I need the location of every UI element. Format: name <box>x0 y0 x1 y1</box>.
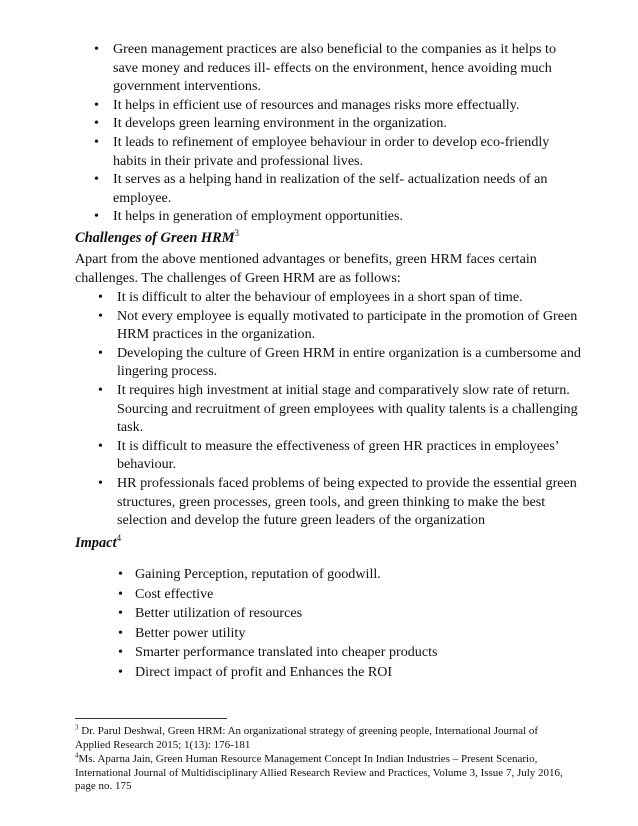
impact-heading: Impact$^4$ <box>75 533 122 551</box>
footnote-ref: 3 <box>234 228 240 239</box>
benefits-list <box>94 40 584 226</box>
bullet-icon: • <box>118 663 123 680</box>
bullet-icon: • <box>94 115 99 132</box>
list-item: • It helps in generation of employment opportunities. <box>94 208 404 225</box>
bullet-icon: • <box>118 605 123 622</box>
bullet-icon: • <box>118 644 123 661</box>
list-item: • HR professionals faced problems of being expected to provide the essential green structures, green processes, green tools, and green thinking to make the best selection and develop the future green leaders of the organization <box>98 474 577 529</box>
list-item: • Better power utility <box>118 624 578 644</box>
bullet-icon: • <box>94 96 99 113</box>
footnote-4: $^4$Ms. Aparna Jain, Green Human Resource Management Concept In Indian Industries – Present Scenario, International Journal of Multidisciplinary Allied Research Review and Practices, Volume 3, Issue 7, July 2016, page no. 175 <box>75 751 563 793</box>
challenges-list <box>98 288 588 530</box>
list-item: • It helps in efficient use of resources and manages risks more effectually. <box>94 96 520 113</box>
footnote-mark: 3 <box>75 723 79 732</box>
list-item: • It is difficult to measure the effectiveness of green HR practices in employees’ behaviour. <box>98 437 559 473</box>
footnote-ref: 4 <box>116 533 122 544</box>
bullet-icon: • <box>98 437 103 454</box>
list-item: • It serves as a helping hand in realization of the self- actualization needs of an employee. <box>94 171 548 206</box>
list-item: • It is difficult to alter the behaviour of employees in a short span of time. <box>98 289 523 305</box>
bullet-icon: • <box>98 289 103 305</box>
footnote-3: $^3$ Dr. Parul Deshwal, Green HRM: An organizational strategy of greening people, International Journal of Applied Research 2015; 1(13): 176-181 <box>75 723 539 751</box>
list-item: • Green management practices are also beneficial to the companies as it helps to save money and reduces ill- effects on the environment, hence avoiding much government interventions. <box>94 41 556 95</box>
list-item: • Developing the culture of Green HRM in entire organization is a cumbersome and lingering process. <box>98 344 581 380</box>
challenges-intro: Apart from the above mentioned advantages or benefits, green HRM faces certain challenges. The challenges of Green HRM are as follows: <box>75 251 537 286</box>
impact-list <box>118 565 578 683</box>
list-item: • It requires high investment at initial stage and comparatively slow rate of return. Sourcing and recruitment of green employees with quality talents is a challenging task. <box>98 381 578 436</box>
list-item: • It leads to refinement of employee behaviour in order to develop eco-friendly habits in their private and professional lives. <box>94 133 550 169</box>
challenges-heading: Challenges of Green HRM$^3$ <box>75 228 240 246</box>
list-item: • Direct impact of profit and Enhances the ROI <box>118 663 578 683</box>
bullet-icon: • <box>98 307 103 324</box>
bullet-icon: • <box>98 474 103 491</box>
list-item: • Not every employee is equally motivated to participate in the promotion of Green HRM practices in the organization. <box>98 307 578 343</box>
bullet-icon: • <box>98 344 103 361</box>
footnote-mark: 4 <box>75 751 79 760</box>
bullet-icon: • <box>94 171 99 188</box>
list-item: • It develops green learning environment in the organization. <box>94 115 447 132</box>
list-item: • Gaining Perception, reputation of goodwill. <box>118 565 578 585</box>
list-item: • Cost effective <box>118 585 578 605</box>
list-item: • Better utilization of resources <box>118 604 578 624</box>
bullet-icon: • <box>94 41 99 57</box>
list-item: • Smarter performance translated into cheaper products <box>118 643 578 663</box>
bullet-icon: • <box>118 585 123 602</box>
bullet-icon: • <box>98 381 103 398</box>
bullet-icon: • <box>94 133 99 150</box>
bullet-icon: • <box>94 208 99 225</box>
footnote-divider <box>75 718 227 719</box>
bullet-icon: • <box>118 566 123 582</box>
bullet-icon: • <box>118 624 123 641</box>
